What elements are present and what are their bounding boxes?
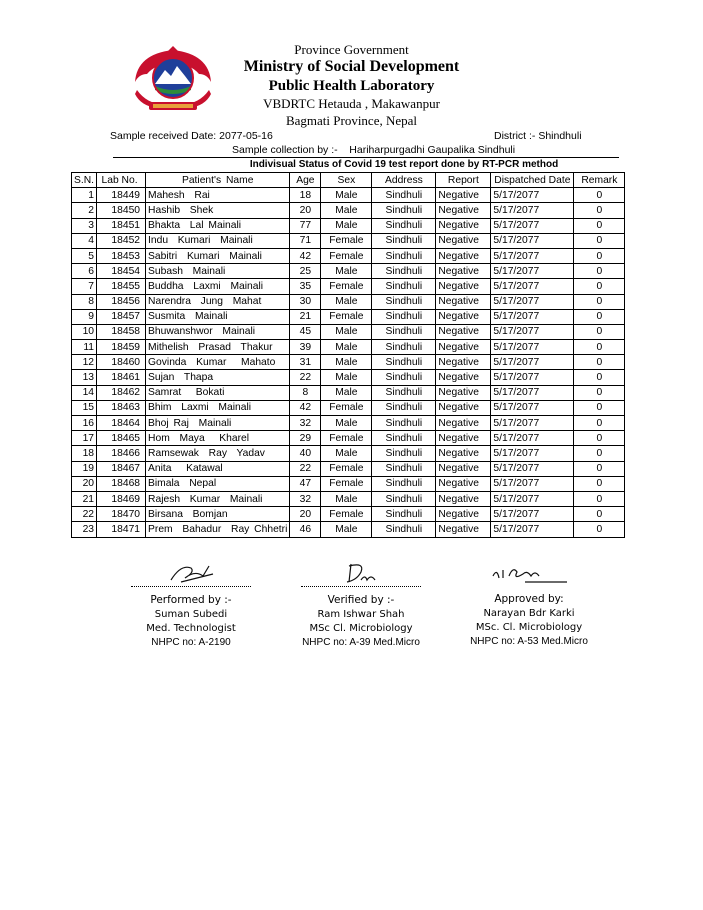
cell-report: Negative — [436, 340, 491, 355]
verified-signature-line — [301, 586, 421, 587]
cell-age: 32 — [290, 491, 321, 506]
cell-address: Sindhuli — [372, 400, 436, 415]
verified-nhpc: NHPC no: A-39 Med.Micro — [302, 637, 420, 648]
cell-age: 20 — [290, 203, 321, 218]
cell-address: Sindhuli — [372, 370, 436, 385]
cell-report: Negative — [436, 476, 491, 491]
cell-age: 30 — [290, 294, 321, 309]
cell-remark: 0 — [574, 309, 625, 324]
cell-address: Sindhuli — [372, 461, 436, 476]
cell-report: Negative — [436, 491, 491, 506]
col-header-sn: S.N. — [72, 173, 97, 188]
cell-dispatched-date: 5/17/2077 — [491, 400, 574, 415]
cell-lab-no: 18459 — [97, 340, 146, 355]
cell-remark: 0 — [574, 461, 625, 476]
cell-report: Negative — [436, 385, 491, 400]
table-row — [72, 416, 625, 431]
cell-address: Sindhuli — [372, 188, 436, 203]
cell-address: Sindhuli — [372, 431, 436, 446]
cell-age: 25 — [290, 264, 321, 279]
cell-age: 20 — [290, 507, 321, 522]
table-row — [72, 340, 625, 355]
cell-dispatched-date: 5/17/2077 — [491, 294, 574, 309]
cell-age: 29 — [290, 431, 321, 446]
table-row — [72, 507, 625, 522]
table-row — [72, 476, 625, 491]
performed-nhpc: NHPC no: A-2190 — [151, 637, 231, 648]
cell-sex: Female — [321, 400, 372, 415]
cell-dispatched-date: 5/17/2077 — [491, 218, 574, 233]
cell-patient-name: Susmita Mainali — [146, 309, 290, 324]
cell-report: Negative — [436, 279, 491, 294]
cell-dispatched-date: 5/17/2077 — [491, 461, 574, 476]
cell-patient-name: Bimala Nepal — [146, 476, 290, 491]
results-table-body — [72, 188, 625, 537]
cell-lab-no: 18458 — [97, 324, 146, 339]
verified-name: Ram Ishwar Shah — [317, 609, 405, 620]
cell-address: Sindhuli — [372, 340, 436, 355]
cell-age: 71 — [290, 233, 321, 248]
cell-sn: 10 — [72, 324, 97, 339]
cell-sex: Female — [321, 476, 372, 491]
performed-role: Performed by :- — [150, 594, 232, 606]
table-row — [72, 446, 625, 461]
cell-patient-name: Prem Bahadur Ray Chhetri — [146, 522, 290, 537]
cell-dispatched-date: 5/17/2077 — [491, 431, 574, 446]
cell-sex: Female — [321, 279, 372, 294]
cell-sex: Male — [321, 385, 372, 400]
cell-remark: 0 — [574, 355, 625, 370]
cell-report: Negative — [436, 218, 491, 233]
header-divider — [113, 157, 619, 158]
cell-lab-no: 18463 — [97, 400, 146, 415]
cell-age: 46 — [290, 522, 321, 537]
cell-sn: 4 — [72, 233, 97, 248]
col-header-lab-no: Lab No. — [97, 173, 146, 188]
cell-lab-no: 18457 — [97, 309, 146, 324]
cell-address: Sindhuli — [372, 233, 436, 248]
cell-remark: 0 — [574, 522, 625, 537]
report-table-title: Indivisual Status of Covid 19 test report done by RT-PCR method — [249, 159, 559, 170]
cell-lab-no: 18452 — [97, 233, 146, 248]
performed-signature-icon — [151, 560, 231, 586]
cell-dispatched-date: 5/17/2077 — [491, 264, 574, 279]
col-header-patient-name: Patient's Name — [146, 173, 290, 188]
cell-sn: 1 — [72, 188, 97, 203]
cell-report: Negative — [436, 416, 491, 431]
cell-sn: 23 — [72, 522, 97, 537]
cell-dispatched-date: 5/17/2077 — [491, 522, 574, 537]
cell-dispatched-date: 5/17/2077 — [491, 324, 574, 339]
cell-dispatched-date: 5/17/2077 — [491, 370, 574, 385]
cell-remark: 0 — [574, 416, 625, 431]
cell-sn: 22 — [72, 507, 97, 522]
cell-lab-no: 18467 — [97, 461, 146, 476]
cell-remark: 0 — [574, 340, 625, 355]
cell-lab-no: 18470 — [97, 507, 146, 522]
cell-age: 21 — [290, 309, 321, 324]
col-header-age: Age — [290, 173, 321, 188]
cell-sex: Male — [321, 188, 372, 203]
cell-address: Sindhuli — [372, 324, 436, 339]
cell-report: Negative — [436, 309, 491, 324]
cell-address: Sindhuli — [372, 264, 436, 279]
performed-name: Suman Subedi — [154, 609, 228, 620]
cell-patient-name: Birsana Bomjan — [146, 507, 290, 522]
cell-dispatched-date: 5/17/2077 — [491, 446, 574, 461]
cell-sex: Male — [321, 416, 372, 431]
cell-age: 42 — [290, 400, 321, 415]
cell-sex: Male — [321, 264, 372, 279]
cell-sex: Female — [321, 431, 372, 446]
cell-report: Negative — [436, 461, 491, 476]
cell-address: Sindhuli — [372, 294, 436, 309]
cell-report: Negative — [436, 400, 491, 415]
cell-patient-name: Sujan Thapa — [146, 370, 290, 385]
cell-dispatched-date: 5/17/2077 — [491, 309, 574, 324]
table-row — [72, 370, 625, 385]
cell-address: Sindhuli — [372, 203, 436, 218]
cell-address: Sindhuli — [372, 416, 436, 431]
verified-role: Verified by :- — [327, 594, 395, 606]
cell-sn: 20 — [72, 476, 97, 491]
cell-report: Negative — [436, 446, 491, 461]
table-row — [72, 188, 625, 203]
cell-lab-no: 18449 — [97, 188, 146, 203]
sample-collection-label: Sample collection by :- Hariharpurgadhi Gaupalika Sindhuli — [232, 144, 516, 156]
cell-sn: 8 — [72, 294, 97, 309]
cell-remark: 0 — [574, 385, 625, 400]
cell-dispatched-date: 5/17/2077 — [491, 233, 574, 248]
cell-dispatched-date: 5/17/2077 — [491, 203, 574, 218]
performed-signature-line — [131, 586, 251, 587]
table-row — [72, 233, 625, 248]
cell-lab-no: 18451 — [97, 218, 146, 233]
cell-address: Sindhuli — [372, 446, 436, 461]
cell-sn: 15 — [72, 400, 97, 415]
cell-lab-no: 18454 — [97, 264, 146, 279]
col-header-report: Report — [436, 173, 491, 188]
cell-patient-name: Govinda Kumar Mahato — [146, 355, 290, 370]
cell-sn: 16 — [72, 416, 97, 431]
cell-age: 22 — [290, 461, 321, 476]
cell-lab-no: 18471 — [97, 522, 146, 537]
cell-patient-name: Hashib Shek — [146, 203, 290, 218]
cell-report: Negative — [436, 431, 491, 446]
cell-sn: 21 — [72, 491, 97, 506]
cell-remark: 0 — [574, 370, 625, 385]
cell-sn: 2 — [72, 203, 97, 218]
cell-lab-no: 18466 — [97, 446, 146, 461]
cell-remark: 0 — [574, 476, 625, 491]
cell-age: 40 — [290, 446, 321, 461]
cell-sex: Male — [321, 370, 372, 385]
col-header-sex: Sex — [321, 173, 372, 188]
cell-remark: 0 — [574, 324, 625, 339]
table-row — [72, 491, 625, 506]
lab-heading: Public Health Laboratory — [268, 78, 435, 94]
cell-age: 35 — [290, 279, 321, 294]
approved-role: Approved by: — [494, 593, 564, 605]
cell-address: Sindhuli — [372, 476, 436, 491]
cell-patient-name: Sabitri Kumari Mainali — [146, 248, 290, 263]
cell-sn: 6 — [72, 264, 97, 279]
approved-signature-icon — [479, 560, 579, 586]
cell-address: Sindhuli — [372, 355, 436, 370]
cell-address: Sindhuli — [372, 279, 436, 294]
cell-remark: 0 — [574, 294, 625, 309]
cell-sn: 7 — [72, 279, 97, 294]
cell-dispatched-date: 5/17/2077 — [491, 507, 574, 522]
cell-age: 77 — [290, 218, 321, 233]
cell-sex: Female — [321, 248, 372, 263]
cell-sex: Male — [321, 294, 372, 309]
table-row — [72, 218, 625, 233]
cell-remark: 0 — [574, 400, 625, 415]
table-row — [72, 431, 625, 446]
cell-address: Sindhuli — [372, 218, 436, 233]
cell-report: Negative — [436, 355, 491, 370]
cell-dispatched-date: 5/17/2077 — [491, 416, 574, 431]
cell-age: 45 — [290, 324, 321, 339]
cell-remark: 0 — [574, 203, 625, 218]
cell-lab-no: 18462 — [97, 385, 146, 400]
cell-patient-name: Bhim Laxmi Mainali — [146, 400, 290, 415]
cell-dispatched-date: 5/17/2077 — [491, 476, 574, 491]
cell-age: 42 — [290, 248, 321, 263]
performed-by-block — [96, 560, 286, 648]
cell-lab-no: 18464 — [97, 416, 146, 431]
sample-received-date: Sample received Date: 2077-05-16 — [110, 130, 273, 142]
cell-remark: 0 — [574, 431, 625, 446]
cell-sex: Male — [321, 324, 372, 339]
cell-patient-name: Buddha Laxmi Mainali — [146, 279, 290, 294]
table-row — [72, 522, 625, 537]
cell-sex: Female — [321, 309, 372, 324]
cell-address: Sindhuli — [372, 385, 436, 400]
cell-address: Sindhuli — [372, 522, 436, 537]
cell-age: 31 — [290, 355, 321, 370]
table-header-row — [72, 173, 625, 188]
cell-report: Negative — [436, 522, 491, 537]
vbdrtc-address: VBDRTC Hetauda , Makawanpur — [263, 96, 440, 111]
cell-sex: Male — [321, 355, 372, 370]
cell-sn: 5 — [72, 248, 97, 263]
approved-name: Narayan Bdr Karki — [483, 608, 575, 619]
cell-address: Sindhuli — [372, 248, 436, 263]
cell-report: Negative — [436, 248, 491, 263]
cell-sex: Male — [321, 522, 372, 537]
cell-lab-no: 18461 — [97, 370, 146, 385]
cell-age: 39 — [290, 340, 321, 355]
cell-lab-no: 18456 — [97, 294, 146, 309]
cell-patient-name: Bhakta Lal Mainali — [146, 218, 290, 233]
cell-lab-no: 18455 — [97, 279, 146, 294]
table-row — [72, 279, 625, 294]
cell-lab-no: 18465 — [97, 431, 146, 446]
cell-age: 18 — [290, 188, 321, 203]
cell-sex: Male — [321, 491, 372, 506]
cell-dispatched-date: 5/17/2077 — [491, 248, 574, 263]
table-row — [72, 461, 625, 476]
cell-report: Negative — [436, 264, 491, 279]
cell-lab-no: 18460 — [97, 355, 146, 370]
cell-dispatched-date: 5/17/2077 — [491, 279, 574, 294]
cell-patient-name: Bhuwanshwor Mainali — [146, 324, 290, 339]
cell-sn: 13 — [72, 370, 97, 385]
cell-address: Sindhuli — [372, 507, 436, 522]
cell-patient-name: Narendra Jung Mahat — [146, 294, 290, 309]
cell-sn: 12 — [72, 355, 97, 370]
cell-report: Negative — [436, 324, 491, 339]
cell-remark: 0 — [574, 218, 625, 233]
table-row — [72, 355, 625, 370]
cell-sn: 14 — [72, 385, 97, 400]
province-heading: Province Government — [294, 42, 409, 57]
cell-sex: Female — [321, 507, 372, 522]
cell-patient-name: Subash Mainali — [146, 264, 290, 279]
performed-qualification: Med. Technologist — [146, 623, 236, 634]
cell-patient-name: Bhoj Raj Mainali — [146, 416, 290, 431]
cell-sex: Female — [321, 233, 372, 248]
approved-nhpc: NHPC no: A-53 Med.Micro — [470, 636, 588, 647]
approved-qualification: MSc. Cl. Microbiology — [475, 622, 583, 633]
cell-patient-name: Mithelish Prasad Thakur — [146, 340, 290, 355]
cell-sex: Male — [321, 340, 372, 355]
verified-by-block — [266, 560, 456, 648]
col-header-remark: Remark — [574, 173, 625, 188]
verified-signature-icon — [321, 560, 401, 586]
cell-patient-name: Anita Katawal — [146, 461, 290, 476]
cell-patient-name: Ramsewak Ray Yadav — [146, 446, 290, 461]
table-row — [72, 309, 625, 324]
cell-patient-name: Hom Maya Kharel — [146, 431, 290, 446]
cell-sn: 18 — [72, 446, 97, 461]
cell-sn: 3 — [72, 218, 97, 233]
cell-patient-name: Samrat Bokati — [146, 385, 290, 400]
cell-remark: 0 — [574, 279, 625, 294]
cell-address: Sindhuli — [372, 309, 436, 324]
cell-remark: 0 — [574, 248, 625, 263]
cell-sex: Male — [321, 446, 372, 461]
approved-by-block — [434, 560, 624, 647]
cell-report: Negative — [436, 370, 491, 385]
table-row — [72, 385, 625, 400]
ministry-heading: Ministry of Social Development — [243, 58, 460, 75]
province-address: Bagmati Province, Nepal — [285, 113, 418, 128]
cell-remark: 0 — [574, 264, 625, 279]
col-header-dispatched-date: Dispatched Date — [491, 173, 574, 188]
results-table — [71, 172, 625, 538]
cell-remark: 0 — [574, 188, 625, 203]
cell-sn: 19 — [72, 461, 97, 476]
cell-sn: 17 — [72, 431, 97, 446]
table-row — [72, 324, 625, 339]
col-header-address: Address — [372, 173, 436, 188]
cell-remark: 0 — [574, 446, 625, 461]
cell-report: Negative — [436, 203, 491, 218]
cell-dispatched-date: 5/17/2077 — [491, 355, 574, 370]
table-row — [72, 400, 625, 415]
cell-dispatched-date: 5/17/2077 — [491, 491, 574, 506]
cell-report: Negative — [436, 188, 491, 203]
cell-sex: Female — [321, 461, 372, 476]
cell-sn: 11 — [72, 340, 97, 355]
cell-sex: Male — [321, 218, 372, 233]
cell-dispatched-date: 5/17/2077 — [491, 385, 574, 400]
cell-patient-name: Mahesh Rai — [146, 188, 290, 203]
cell-report: Negative — [436, 294, 491, 309]
verified-qualification: MSc Cl. Microbiology — [309, 623, 413, 634]
district-label: District :- Shindhuli — [494, 130, 582, 142]
cell-lab-no: 18450 — [97, 203, 146, 218]
table-row — [72, 264, 625, 279]
cell-patient-name: Indu Kumari Mainali — [146, 233, 290, 248]
cell-address: Sindhuli — [372, 491, 436, 506]
table-row — [72, 294, 625, 309]
cell-remark: 0 — [574, 491, 625, 506]
cell-dispatched-date: 5/17/2077 — [491, 188, 574, 203]
table-row — [72, 248, 625, 263]
cell-lab-no: 18453 — [97, 248, 146, 263]
cell-age: 32 — [290, 416, 321, 431]
cell-remark: 0 — [574, 507, 625, 522]
cell-report: Negative — [436, 507, 491, 522]
cell-sex: Male — [321, 203, 372, 218]
cell-lab-no: 18469 — [97, 491, 146, 506]
cell-age: 8 — [290, 385, 321, 400]
cell-sn: 9 — [72, 309, 97, 324]
cell-report: Negative — [436, 233, 491, 248]
cell-remark: 0 — [574, 233, 625, 248]
cell-lab-no: 18468 — [97, 476, 146, 491]
cell-age: 22 — [290, 370, 321, 385]
cell-dispatched-date: 5/17/2077 — [491, 340, 574, 355]
cell-age: 47 — [290, 476, 321, 491]
table-row — [72, 203, 625, 218]
cell-patient-name: Rajesh Kumar Mainali — [146, 491, 290, 506]
